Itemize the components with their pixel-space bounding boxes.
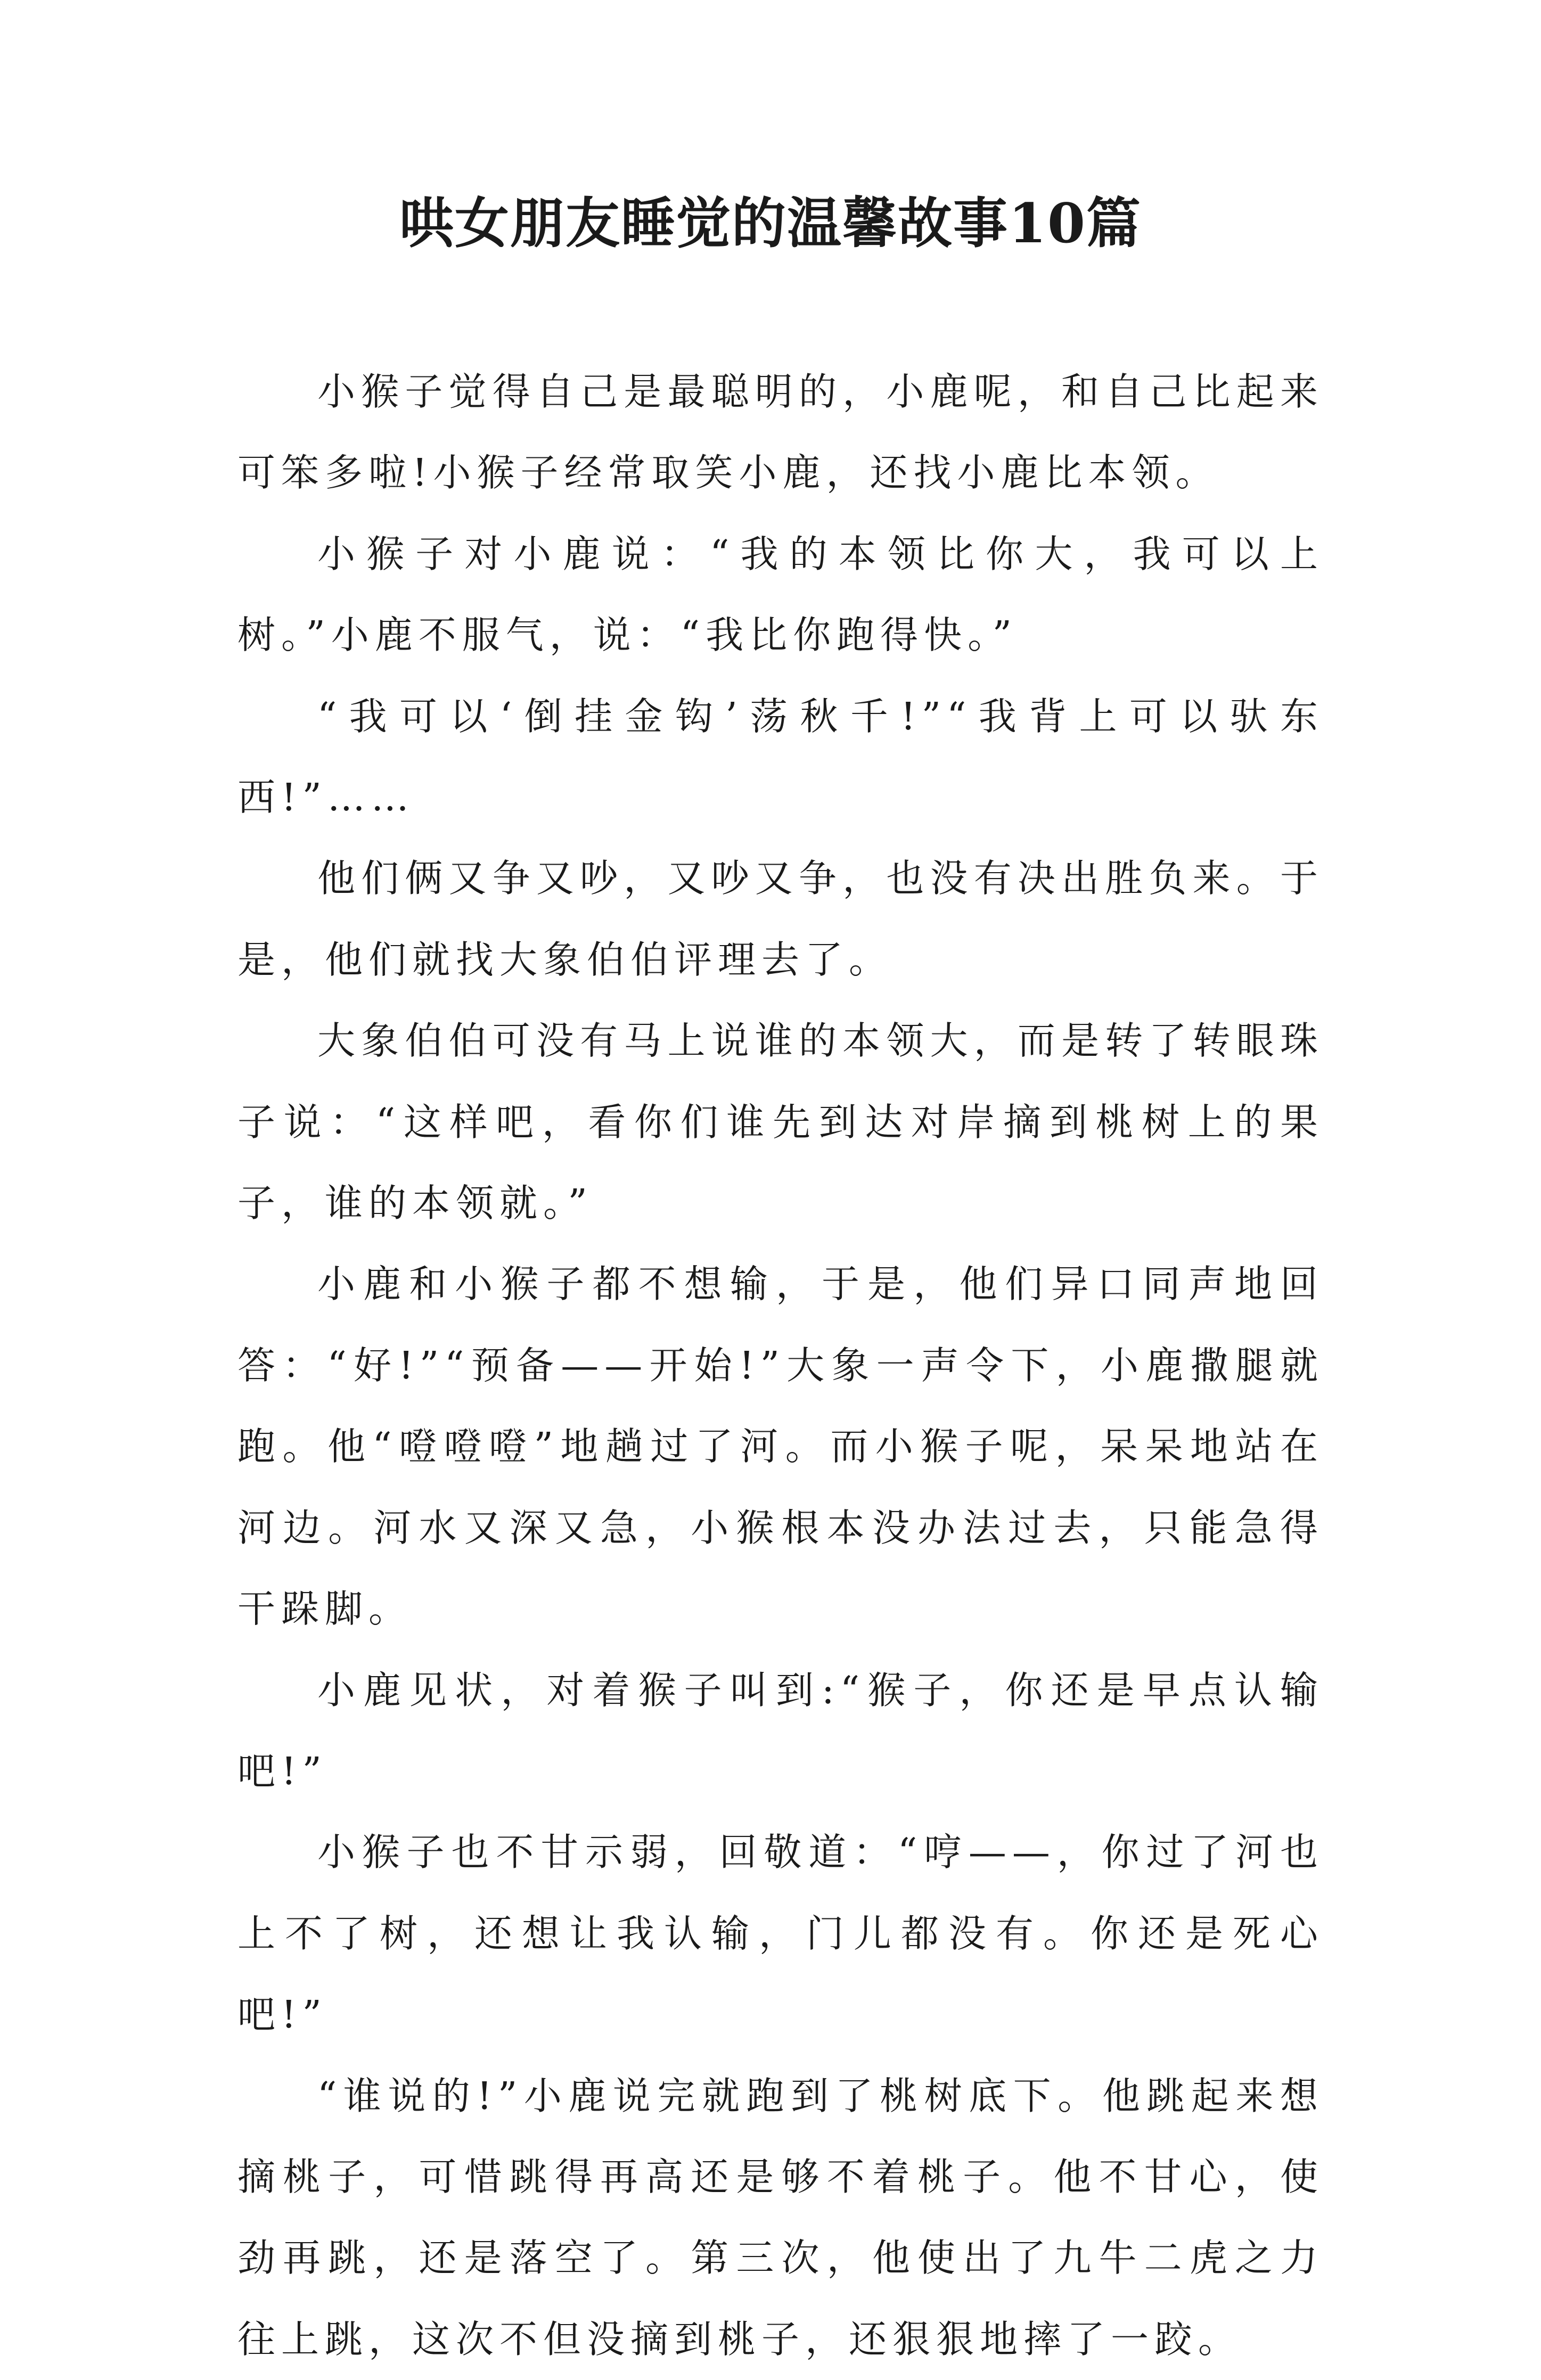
document-body [237, 351, 1324, 2380]
paragraph-1: 小猴子觉得自己是最聪明的，小鹿呢，和自己比起来可笨多啦!小猴子经常取笑小鹿，还找小鹿比本领。 [237, 370, 1324, 495]
paragraph-2: 小猴子对小鹿说：“我的本领比你大，我可以上树。”小鹿不服气，说：“我比你跑得快。” [237, 531, 1324, 658]
paragraph-9: “谁说的!”小鹿说完就跑到了桃树底下。他跳起来想摘桃子，可惜跳得再高还是够不着桃子。他不甘心，使劲再跳，还是落空了。第三次，他使出了九牛二虎之力往上跳，这次不但没摘到桃子，还狠狠地摔了一跤。 [237, 2073, 1324, 2361]
paragraph-7: 小鹿见状，对着猴子叫到:“猴子，你还是早点认输吧!” [237, 1668, 1324, 1793]
document-title: 哄女朋友睡觉的温馨故事10篇 [399, 192, 1142, 256]
paragraph-8: 小猴子也不甘示弱，回敬道：“哼——，你过了河也上不了树，还想让我认输，门儿都没有。你还是死心吧!” [237, 1830, 1324, 2037]
paragraph-3: “我可以‘倒挂金钩’荡秋千!”“我背上可以驮东西!”…… [237, 694, 1324, 820]
paragraph-4: 他们俩又争又吵，又吵又争，也没有决出胜负来。于是，他们就找大象伯伯评理去了。 [237, 856, 1324, 982]
paragraph-5: 大象伯伯可没有马上说谁的本领大，而是转了转眼珠子说：“这样吧，看你们谁先到达对岸摘到桃树上的果子，谁的本领就。” [237, 1019, 1324, 1226]
paragraph-6: 小鹿和小猴子都不想输，于是，他们异口同声地回答：“好!”“预备——开始!”大象一声令下，小鹿撒腿就跑。他“噔噔噔”地趟过了河。而小猴子呢，呆呆地站在河边。河水又深又急，小猴根本没办法过去，只能急得干跺脚。 [237, 1262, 1324, 1631]
